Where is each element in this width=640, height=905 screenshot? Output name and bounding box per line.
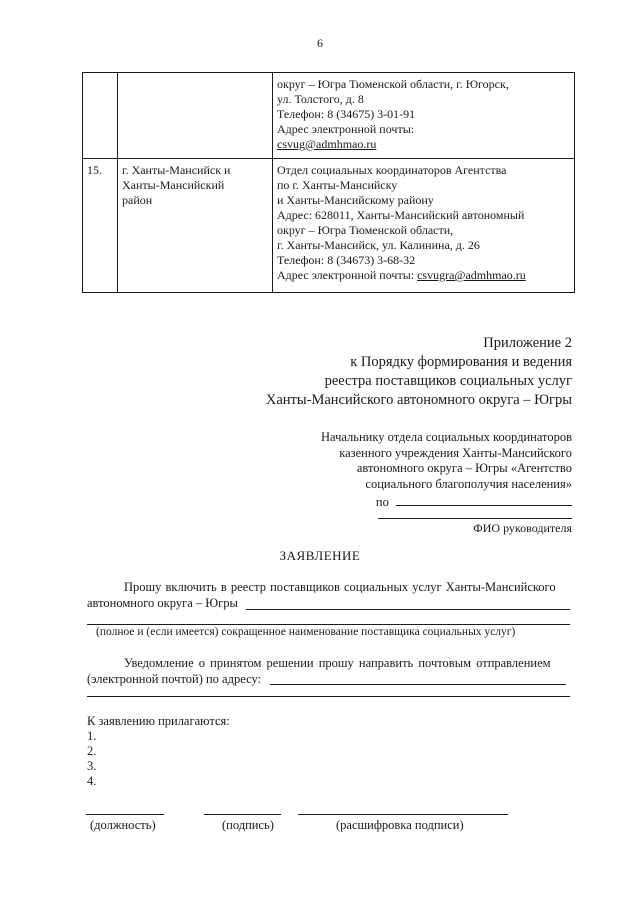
offices-table-body — [83, 73, 575, 293]
provider-name-caption: (полное и (если имеется) сокращенное наименование поставщика социальных услуг) — [96, 626, 516, 638]
appendix-line: Приложение 2 — [483, 335, 572, 351]
appendix-line: реестра поставщиков социальных услуг — [324, 373, 572, 389]
request-line-1: Прошу включить в реестр поставщиков социальных услуг Ханты-Мансийского — [124, 580, 556, 594]
email-link[interactable]: csvugra@admhmao.ru — [417, 268, 526, 282]
attachment-item: 2. — [87, 744, 97, 758]
addressee-line: казенного учреждения Ханты-Мансийского — [339, 445, 572, 460]
office-info-line: Телефон: 8 (34675) 3-01-91 — [277, 107, 416, 121]
notify-line-1: Уведомление о принятом решении прошу направить почтовым отправлением — [124, 656, 551, 670]
office-info-line: по г. Ханты-Мансийску — [277, 178, 398, 192]
provider-name-field[interactable] — [246, 609, 570, 610]
address-field-2[interactable] — [87, 696, 570, 697]
addressee-line: автономного округа – Югры «Агентство — [356, 461, 572, 475]
table-row — [83, 73, 575, 159]
email-link[interactable]: csvug@admhmao.ru — [277, 137, 377, 151]
address-field[interactable] — [270, 684, 566, 685]
office-info-line: округ – Югра Тюменской области, г. Югорск, — [277, 77, 509, 91]
area-line: район — [122, 193, 153, 207]
statement-title: ЗАЯВЛЕНИЕ — [279, 548, 361, 563]
position-signature-line[interactable] — [86, 814, 164, 815]
fio-line[interactable] — [378, 518, 572, 519]
addressee-name-field[interactable] — [396, 493, 572, 506]
addressee-po-label: по — [375, 495, 389, 509]
decoding-caption: (расшифровка подписи) — [336, 818, 464, 832]
decoding-signature-line[interactable] — [298, 814, 508, 815]
office-info-line: и Ханты-Мансийскому району — [277, 193, 434, 207]
addressee-line: социального благополучия населения» — [365, 476, 572, 491]
request-line-2: автономного округа – Югры — [87, 596, 238, 610]
area-line: Ханты-Мансийский — [122, 178, 225, 192]
office-info-line: г. Ханты-Мансийск, ул. Калинина, д. 26 — [277, 238, 480, 252]
position-caption: (должность) — [90, 818, 156, 832]
addressee-po-row — [321, 493, 572, 511]
area-cell — [118, 159, 273, 293]
email-line — [277, 268, 570, 283]
row-number-cell: 15. — [83, 159, 118, 293]
attachment-item: 3. — [87, 759, 97, 773]
signature-caption: (подпись) — [222, 818, 274, 832]
notify-line-2: (электронной почтой) по адресу: — [87, 672, 262, 686]
office-info-line: ул. Толстого, д. 8 — [277, 92, 364, 106]
fio-caption: ФИО руководителя — [473, 521, 572, 535]
attachment-item: 4. — [87, 774, 97, 788]
attachments-title: К заявлению прилагаются: — [87, 714, 230, 728]
attachment-item: 1. — [87, 729, 97, 743]
signature-line[interactable] — [204, 814, 281, 815]
office-info-cell — [273, 159, 575, 293]
offices-table — [82, 72, 575, 293]
row-number-cell — [83, 73, 118, 159]
office-info-line: Телефон: 8 (34673) 3-68-32 — [277, 253, 416, 267]
office-info-cell — [273, 73, 575, 159]
office-info-line: Адрес: 628011, Ханты-Мансийский автономный — [277, 208, 525, 222]
page-number: 6 — [317, 36, 323, 50]
area-cell — [118, 73, 273, 159]
appendix-line: к Порядку формирования и ведения — [350, 354, 572, 370]
area-line: г. Ханты-Мансийск и — [122, 163, 231, 177]
email-label: Адрес электронной почты: — [277, 268, 418, 282]
office-info-line: округ – Югра Тюменской области, — [277, 223, 454, 237]
addressee-block — [321, 430, 572, 511]
office-info-line: Адрес электронной почты: — [277, 122, 415, 136]
appendix-heading — [266, 334, 572, 410]
office-info-line: Отдел социальных координаторов Агентства — [277, 163, 507, 177]
addressee-line: Начальнику отдела социальных координаторов — [321, 430, 572, 444]
appendix-line: Ханты-Мансийского автономного округа – Югры — [265, 392, 572, 408]
table-row — [83, 159, 575, 293]
